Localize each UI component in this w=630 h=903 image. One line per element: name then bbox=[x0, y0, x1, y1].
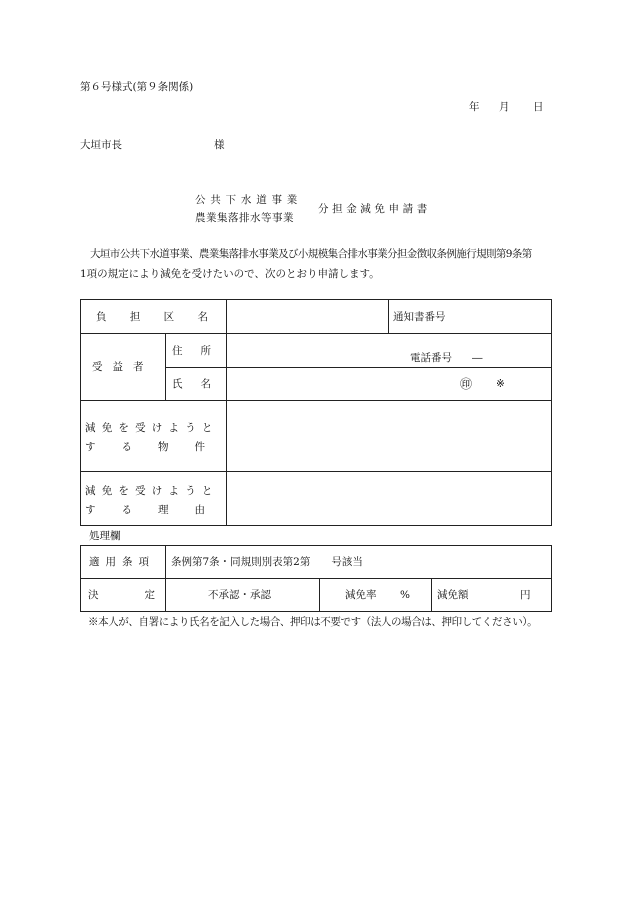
phone-separator: ― bbox=[472, 352, 483, 364]
processing-section-label: 処理欄 bbox=[89, 530, 121, 542]
applicable-clause-label: 適用条項 bbox=[89, 556, 155, 568]
table1-top-border bbox=[80, 299, 552, 300]
table1-row-divider bbox=[80, 333, 552, 334]
table2-right-border bbox=[551, 545, 552, 612]
date-month: 月 bbox=[499, 101, 510, 113]
decision-label: 決 定 bbox=[88, 589, 155, 601]
title-line2: 農業集落排水等事業 bbox=[195, 212, 294, 224]
reason-label-line1: 減免を受けようと bbox=[85, 485, 219, 497]
table1-row-divider bbox=[165, 367, 552, 368]
table1-col-divider bbox=[226, 299, 227, 526]
applicable-clause-value: 条例第7条・同規則別表第2第 号該当 bbox=[171, 556, 363, 568]
table1-bottom-border bbox=[80, 525, 552, 526]
seal-note-mark: ※ bbox=[496, 378, 505, 390]
reduction-rate-label: 減免率 bbox=[345, 589, 377, 601]
table2-left-border bbox=[80, 545, 81, 612]
notice-number-label: 通知書番号 bbox=[393, 311, 446, 323]
addressee: 大垣市長 bbox=[80, 139, 122, 151]
footnote: ※本人が、自署により氏名を記入した場合、押印は不要です（法人の場合は、押印してください）。 bbox=[88, 616, 538, 628]
table1-right-border bbox=[551, 299, 552, 526]
name-label: 氏名 bbox=[172, 378, 229, 390]
property-label-line2: する物件 bbox=[85, 441, 231, 453]
table1-row-divider bbox=[80, 471, 552, 472]
seal-icon: ㊞ bbox=[460, 377, 473, 391]
address-label: 住所 bbox=[172, 345, 229, 357]
table1-col-divider bbox=[165, 333, 166, 401]
title-line1: 公共下水道事業 bbox=[195, 194, 303, 206]
reduction-rate-unit: % bbox=[400, 589, 410, 601]
date-day: 日 bbox=[533, 101, 544, 113]
date-year: 年 bbox=[469, 101, 480, 113]
title-main: 分担金減免申請書 bbox=[318, 203, 431, 215]
table2-col-divider bbox=[431, 578, 432, 612]
form-number: 第６号様式(第９条関係) bbox=[80, 81, 194, 93]
table1-left-border bbox=[80, 299, 81, 526]
reduction-amount-label: 減免額 bbox=[437, 589, 469, 601]
table2-bottom-border bbox=[80, 611, 552, 612]
decision-value: 不承認・承認 bbox=[208, 589, 271, 601]
table2-col-divider bbox=[165, 545, 166, 612]
body-paragraph bbox=[80, 244, 552, 284]
table1-col-divider bbox=[388, 299, 389, 334]
phone-label: 電話番号 bbox=[410, 352, 452, 364]
table2-row-divider bbox=[80, 578, 552, 579]
table2-top-border bbox=[80, 545, 552, 546]
table1-row-divider bbox=[80, 400, 552, 401]
reason-label-line2: する理由 bbox=[85, 504, 231, 516]
addressee-honorific: 様 bbox=[214, 139, 225, 151]
burden-area-label: 負 担 区 名 bbox=[96, 311, 208, 323]
reduction-amount-unit: 円 bbox=[520, 589, 531, 601]
property-label-line1: 減免を受けようと bbox=[85, 422, 219, 434]
table2-col-divider bbox=[319, 578, 320, 612]
beneficiary-label: 受益者 bbox=[92, 361, 154, 373]
body-line2: 1項の規定により減免を受けたいので、次のとおり申請します。 bbox=[80, 268, 380, 280]
body-line1: 大垣市公共下水道事業、農業集落排水事業及び小規模集合排水事業分担金徴収条例施行規則第9条第 bbox=[90, 248, 532, 260]
